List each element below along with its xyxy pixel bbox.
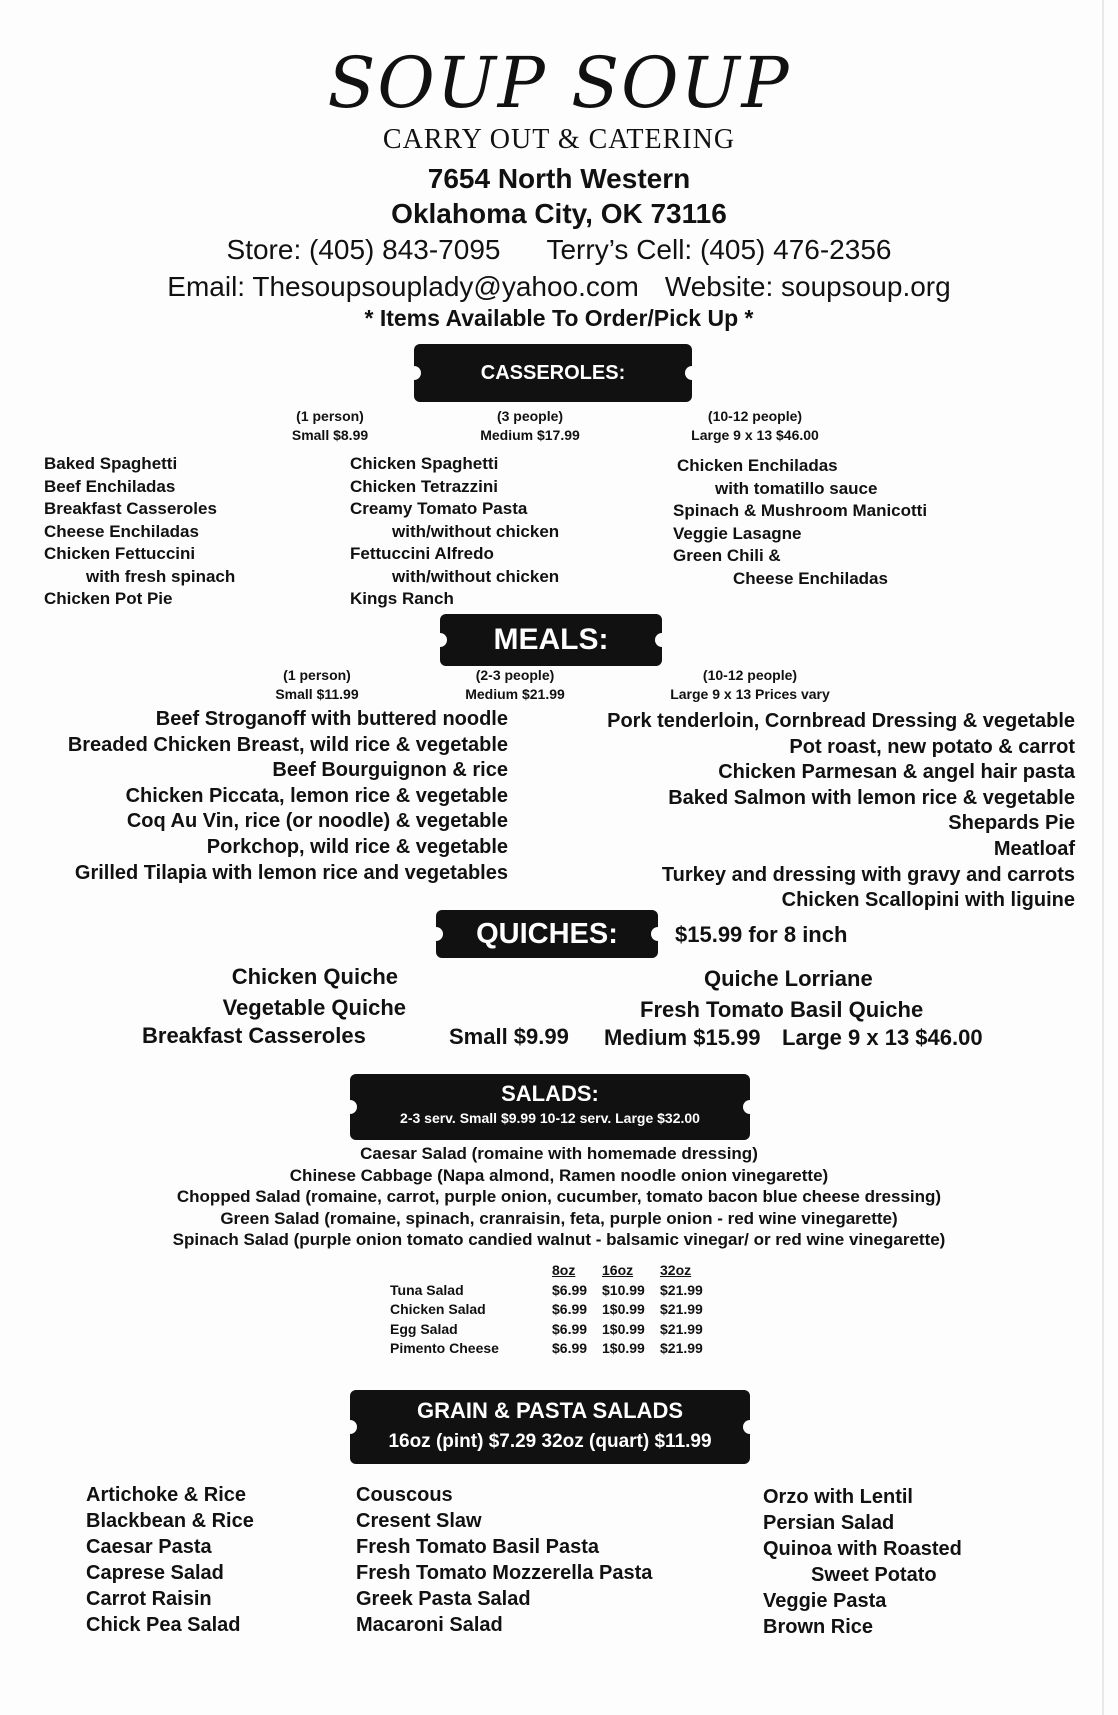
meal-size-medium [440, 666, 590, 704]
row-name: Tuna Salad [390, 1281, 464, 1298]
address-line-1: 7654 North Western [427, 163, 691, 194]
size-price: Small $11.99 [275, 686, 359, 702]
list-item: Grilled Tilapia with lemon rice and vegetables [74, 861, 508, 884]
list-item: Chinese Cabbage (Napa almond, Ramen noodle onion vinegarette) [289, 1165, 829, 1185]
breakfast-small-price: Small $9.99 [449, 1024, 569, 1049]
meal-size-large [640, 666, 860, 704]
tagline: CARRY OUT & CATERING [382, 124, 736, 155]
list-item: Chicken Pot Pie [44, 589, 173, 608]
list-item: Veggie Pasta [763, 1590, 887, 1612]
list-item: Breakfast Casseroles [44, 499, 217, 518]
meals-right-column [555, 709, 1075, 914]
list-item: Caesar Salad (romaine with homemade dressing) [360, 1144, 758, 1163]
list-item: Sweet Potato [811, 1564, 937, 1586]
phone-line [0, 234, 1118, 266]
list-item: Beef Bourguignon & rice [272, 759, 508, 782]
size-price: Small $8.99 [291, 427, 369, 443]
list-item: Veggie Lasagne [673, 523, 802, 543]
quiche-left-list [100, 961, 406, 1023]
meals-banner: MEALS: [440, 614, 662, 666]
cell: $21.99 [660, 1340, 703, 1356]
col-8oz: 8oz [552, 1262, 576, 1278]
cell: $21.99 [660, 1301, 703, 1317]
grain-column-1 [86, 1482, 254, 1638]
meal-size-small [247, 666, 387, 704]
brand-logo-text: SOUP SOUP [327, 42, 791, 124]
list-item: Spinach Salad (purple onion tomato candied walnut - balsamic vinegar/ or red wine vinegarette) [172, 1230, 946, 1249]
row-name: Pimento Cheese [390, 1340, 499, 1356]
list-item: Meatloaf [993, 837, 1075, 860]
quiche-price: $15.99 for 8 inch [675, 922, 848, 947]
list-item: Orzo with Lentil [763, 1486, 913, 1508]
list-item: Blackbean & Rice [86, 1510, 254, 1532]
list-item: Chicken Scallopini with liguine [781, 889, 1075, 912]
grain-title: GRAIN & PASTA SALADS [416, 1398, 684, 1423]
list-item: Coq Au Vin, rice (or noodle) & vegetable [126, 810, 508, 833]
list-item: with/without chicken [392, 566, 560, 586]
list-item: Vegetable Quiche [222, 995, 406, 1020]
grain-subtitle: 16oz (pint) $7.29 32oz (quart) $11.99 [388, 1431, 712, 1452]
size-price: Large 9 x 13 $46.00 [691, 427, 819, 443]
grain-salads-banner [350, 1390, 750, 1464]
casserole-column-2 [350, 453, 559, 611]
quiche-right-list [640, 963, 923, 1025]
casserole-column-1 [44, 453, 235, 611]
list-item: Green Chili & [673, 546, 781, 565]
list-item: with fresh spinach [86, 566, 236, 586]
list-item: Cheese Enchiladas [44, 521, 199, 541]
table-row [390, 1300, 718, 1320]
row-name: Chicken Salad [390, 1301, 486, 1317]
row-name: Egg Salad [390, 1320, 458, 1337]
list-item: Fresh Tomato Basil Quiche [640, 997, 924, 1022]
list-item: Beef Stroganoff with buttered noodle [155, 708, 508, 730]
table-row [390, 1281, 718, 1301]
salad-price-table [390, 1261, 718, 1359]
list-item: Brown Rice [763, 1616, 874, 1638]
size-price: Medium $17.99 [480, 427, 580, 443]
list-item: Chopped Salad (romaine, carrot, purple onion, cucumber, tomato bacon blue cheese dressing) [176, 1187, 942, 1206]
cell: 1$0.99 [602, 1340, 645, 1356]
quiches-banner: QUICHES: [436, 910, 658, 958]
col-32oz: 32oz [660, 1262, 692, 1278]
cell: $21.99 [660, 1320, 703, 1337]
list-item: Artichoke & Rice [86, 1484, 247, 1506]
list-item: with/without chicken [392, 521, 560, 541]
cell: 1$0.99 [602, 1320, 645, 1337]
salad-list [0, 1143, 1118, 1251]
salads-banner [350, 1074, 750, 1140]
size-people: (1 person) [296, 408, 364, 424]
size-people: (1 person) [283, 667, 351, 683]
list-item: Creamy Tomato Pasta [350, 499, 528, 518]
list-item: Spinach & Mushroom Manicotti [673, 501, 928, 520]
size-price: Medium $21.99 [465, 686, 565, 702]
list-item: Pot roast, new potato & carrot [789, 735, 1075, 758]
cell: $6.99 [552, 1281, 588, 1298]
list-item: Chick Pea Salad [86, 1614, 241, 1636]
size-people: (10-12 people) [702, 667, 798, 683]
list-item: Fettuccini Alfredo [350, 544, 494, 563]
list-item: with tomatillo sauce [715, 478, 878, 498]
list-item: Fresh Tomato Basil Pasta [356, 1536, 600, 1558]
cell: $6.99 [552, 1301, 588, 1317]
list-item: Fresh Tomato Mozzerella Pasta [356, 1562, 653, 1584]
list-item: Chicken Quiche [231, 964, 398, 989]
list-item: Couscous [356, 1484, 453, 1506]
size-people: (3 people) [496, 408, 564, 424]
cell: $6.99 [552, 1320, 588, 1337]
list-item: Quinoa with Roasted [763, 1538, 962, 1560]
size-people: (10-12 people) [707, 408, 803, 424]
availability-notice: * Items Available To Order/Pick Up * [364, 305, 754, 331]
table-header [390, 1261, 718, 1281]
casserole-size-small [260, 407, 400, 445]
list-item: Chicken Spaghetti [350, 454, 499, 473]
email-link[interactable]: Email: Thesoupsouplady@yahoo.com [167, 271, 639, 302]
list-item: Greek Pasta Salad [356, 1588, 531, 1610]
cell: 1$0.99 [602, 1301, 645, 1317]
list-item: Chicken Enchiladas [677, 456, 838, 475]
size-price: Large 9 x 13 Prices vary [670, 686, 830, 702]
list-item: Baked Spaghetti [44, 454, 178, 473]
breakfast-large-price: Large 9 x 13 $46.00 [782, 1025, 983, 1050]
web-line [0, 271, 1118, 303]
cell: $21.99 [660, 1281, 703, 1298]
table-row [390, 1339, 718, 1359]
list-item: Cheese Enchiladas [733, 568, 888, 588]
list-item: Cresent Slaw [356, 1510, 482, 1532]
meals-left-column [20, 707, 508, 886]
casserole-column-3 [673, 455, 927, 590]
cell: $10.99 [602, 1281, 645, 1298]
list-item: Caesar Pasta [86, 1536, 212, 1558]
size-people: (2-3 people) [475, 667, 555, 683]
cell: $6.99 [552, 1340, 588, 1356]
list-item: Chicken Tetrazzini [350, 476, 498, 496]
list-item: Beef Enchiladas [44, 476, 176, 496]
list-item: Chicken Piccata, lemon rice & vegetable [125, 784, 508, 807]
list-item: Quiche Lorriane [704, 966, 873, 991]
list-item: Baked Salmon with lemon rice & vegetable [668, 786, 1075, 809]
list-item: Caprese Salad [86, 1562, 224, 1584]
salads-title: SALADS: [501, 1081, 599, 1106]
casseroles-banner: CASSEROLES: [414, 344, 692, 402]
list-item: Pork tenderloin, Cornbread Dressing & vegetable [607, 710, 1075, 732]
list-item: Shepards Pie [948, 812, 1075, 835]
store-phone: Store: (405) 843-7095 [226, 234, 501, 265]
list-item: Breaded Chicken Breast, wild rice & vegetable [67, 733, 508, 756]
col-16oz: 16oz [602, 1262, 634, 1278]
casserole-size-large [660, 407, 850, 445]
list-item: Carrot Raisin [86, 1588, 212, 1610]
list-item: Porkchop, wild rice & vegetable [206, 835, 508, 858]
list-item: Kings Ranch [350, 589, 454, 608]
list-item: Chicken Fettuccini [44, 544, 196, 563]
list-item: Chicken Parmesan & angel hair pasta [718, 761, 1075, 784]
cell-phone: Terry’s Cell: (405) 476-2356 [546, 234, 892, 265]
address-line-2: Oklahoma City, OK 73116 [391, 198, 727, 229]
grain-column-3 [763, 1484, 962, 1640]
casserole-size-medium [450, 407, 610, 445]
list-item: Turkey and dressing with gravy and carrots [661, 863, 1075, 886]
grain-column-2 [356, 1482, 652, 1638]
list-item: Persian Salad [763, 1512, 895, 1534]
table-row [390, 1320, 718, 1340]
list-item: Macaroni Salad [356, 1614, 503, 1636]
breakfast-casseroles-label: Breakfast Casseroles [142, 1023, 366, 1048]
salads-subtitle: 2-3 serv. Small $9.99 10-12 serv. Large $32.00 [400, 1110, 700, 1126]
list-item: Green Salad (romaine, spinach, cranraisin, feta, purple onion - red wine vinegarette) [220, 1208, 898, 1228]
website-link[interactable]: Website: soupsoup.org [664, 271, 951, 302]
breakfast-medium-price: Medium $15.99 [604, 1025, 761, 1050]
